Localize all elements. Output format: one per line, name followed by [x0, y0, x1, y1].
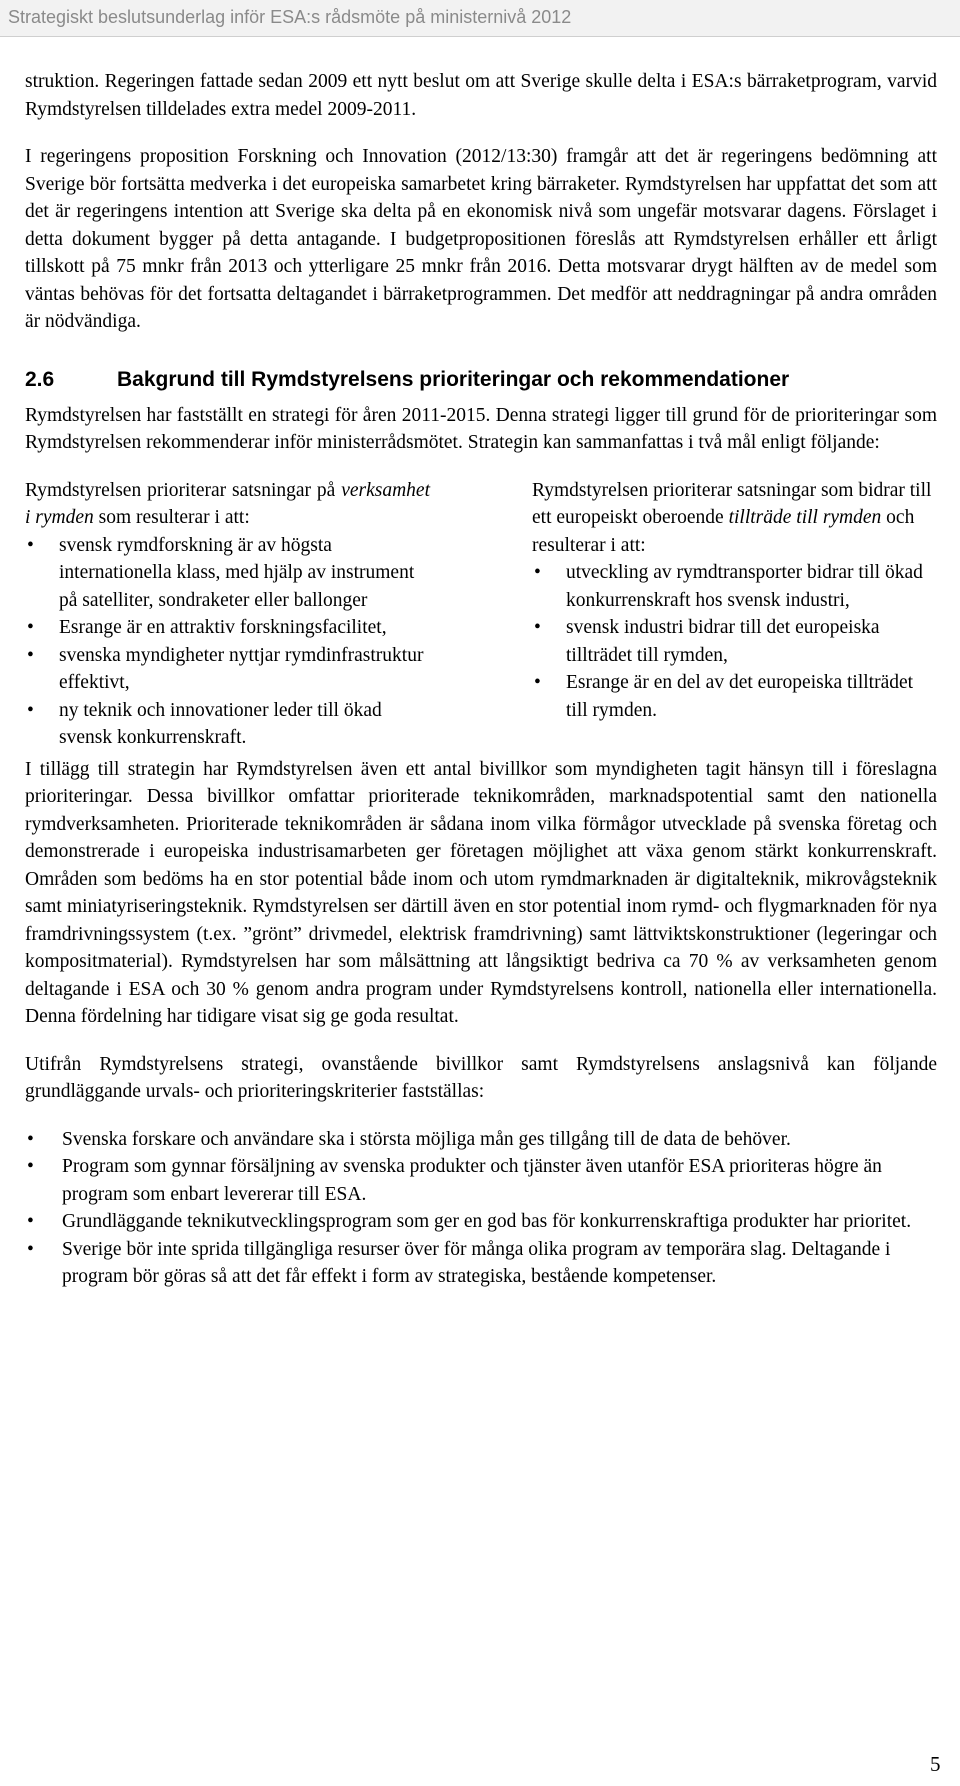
- goal-access-emphasis: tillträde till rymden: [728, 507, 882, 528]
- goal-access-intro: [532, 477, 937, 560]
- list-item-text: Grundläggande teknikutvecklingsprogram som ger en god bas för konkurrenskraftiga produkter har prioritet.: [62, 1211, 912, 1232]
- goal-activities-intro-text: Rymdstyrelsen prioriterar satsningar på: [25, 479, 342, 501]
- list-item-text: svensk industri bidrar till det europeiska tillträdet till rymden,: [566, 617, 880, 666]
- paragraph-proposition: I regeringens proposition Forskning och Innovation (2012/13:30) framgår att det är regeringens bedömning att Sverige bör fortsätta medverka i det europeiska samarbetet kring bärraketer. Rymdstyrelsen har uppfattat det som att det är regeringens intention att Sverige ska delta på en ekonomisk nivå som ungefär motsvarar dagens. Förslaget i detta dokument bygger på detta antagande. I budgetpropositionen föreslås att Rymdstyrelsen erhåller ett årligt tillskott på 75 mnkr från 2013 och ytterligare 25 mnkr från 2016. Detta motsvarar drygt hälften av de medel som väntas behövas för det fortsatta deltagandet i bärraketprogrammen. Det medför att neddragningar på andra områden är nödvändiga.: [25, 146, 937, 332]
- running-header: [0, 0, 960, 37]
- list-item-text: Sverige bör inte sprida tillgängliga resurser över för många olika program av temporära slag. Deltagande i program bör göras så att det får effekt i form av strategiska, bestående kompetenser.: [62, 1238, 891, 1287]
- goal-access-intro-text: Rymdstyrelsen prioriterar satsningar som bidrar till ett europeiskt oberoende: [532, 479, 932, 528]
- goal-activities: [25, 477, 430, 752]
- bullet-icon: •: [27, 534, 34, 556]
- goal-access-list: [532, 559, 937, 724]
- list-item: [25, 697, 430, 752]
- paragraph-criteria-intro: Utifrån Rymdstyrelsens strategi, ovanstående bivillkor samt Rymdstyrelsens anslagsnivå kan följande grundläggande urvals- och prioriteringskriterier fastställas:: [25, 1053, 937, 1102]
- bullet-icon: •: [27, 1211, 34, 1232]
- list-item-text: Esrange är en del av det europeiska tillträdet till rymden.: [566, 672, 914, 721]
- list-item: [25, 614, 430, 642]
- list-item: [532, 614, 937, 669]
- list-item-text: utveckling av rymdtransporter bidrar till ökad konkurrenskraft hos svensk industri,: [566, 562, 923, 611]
- list-item: [25, 1236, 937, 1291]
- goal-access: [532, 477, 937, 752]
- section-title: Bakgrund till Rymdstyrelsens prioriteringar och rekommendationer: [117, 367, 790, 391]
- list-item: [25, 642, 430, 697]
- bullet-icon: •: [27, 1238, 34, 1260]
- bullet-icon: •: [534, 672, 541, 693]
- section-number: 2.6: [25, 367, 55, 391]
- goal-activities-intro-end: som resulterar i att:: [93, 507, 250, 528]
- list-item: [532, 669, 937, 724]
- page-content: [25, 68, 937, 1291]
- goal-activities-intro: [25, 477, 430, 532]
- goal-access-intro-end: och resulterar i att:: [532, 507, 915, 556]
- bullet-icon: •: [27, 644, 34, 666]
- list-item-text: svensk rymdforskning är av högsta internationella klass, med hjälp av instrument på satelliter, sondraketer eller ballonger: [59, 534, 415, 611]
- list-item-text: svenska myndigheter nyttjar rymdinfrastruktur effektivt,: [59, 644, 424, 693]
- list-item-text: Esrange är en attraktiv forskningsfacilitet,: [59, 617, 387, 638]
- list-item-text: ny teknik och innovationer leder till ökad svensk konkurrenskraft.: [59, 699, 382, 748]
- strategy-goals: [25, 477, 937, 752]
- section-heading: [25, 366, 937, 394]
- section-intro: Rymdstyrelsen har fastställt en strategi för åren 2011-2015. Denna strategi ligger till grund för de prioriteringar som Rymdstyrelsen rekommenderar inför ministerrådsmötet. Strategin kan sammanfattas i två mål enligt följande:: [25, 404, 937, 453]
- list-item-text: Program som gynnar försäljning av svenska produkter och tjänster även utanför ESA prioriteras högre än program som enbart levererar till ESA.: [62, 1156, 882, 1205]
- bullet-icon: •: [27, 1128, 34, 1150]
- goal-activities-emphasis: verksamhet i rymden: [25, 479, 430, 528]
- list-item-text: Svenska forskare och användare ska i största möjliga mån ges tillgång till de data de behöver.: [62, 1128, 791, 1150]
- bullet-icon: •: [534, 562, 541, 583]
- bullet-icon: •: [27, 699, 34, 721]
- goal-activities-list: [25, 532, 430, 752]
- paragraph-continuation: struktion. Regeringen fattade sedan 2009 ett nytt beslut om att Sverige skulle delta i ESA:s bärraketprogram, varvid Rymdstyrelsen tilldelades extra medel 2009-2011.: [25, 71, 937, 120]
- list-item: [532, 559, 937, 614]
- document-title: Strategiskt beslutsunderlag inför ESA:s rådsmöte på ministernivå 2012: [8, 7, 572, 27]
- list-item: [25, 1208, 937, 1236]
- bullet-icon: •: [27, 617, 34, 638]
- list-item: [25, 1126, 937, 1154]
- list-item: [25, 1153, 937, 1208]
- bullet-icon: •: [534, 617, 541, 638]
- page-number: 5: [930, 1752, 941, 1776]
- bullet-icon: •: [27, 1156, 34, 1177]
- criteria-list: [25, 1126, 937, 1291]
- list-item: [25, 532, 430, 615]
- paragraph-constraints: I tillägg till strategin har Rymdstyrelsen även ett antal bivillkor som myndigheten tagit hänsyn till i föreslagna prioriteringar. Dessa bivillkor omfattar prioriterade teknikområden, marknadspotential samt den nationella rymdverksamheten. Prioriterade teknikområden är sådana inom vilka förmågor utvecklade på svenska företag och demonstrerade i europeiska industrisamarbeten ger företagen möjlighet att växa genom stärkt konkurrenskraft. Områden som bedöms ha en stor potential både inom och utom rymdmarknaden är digitalteknik, mikrovågsteknik samt miniatyriseringsteknik. Rymdstyrelsen ser därtill även en stor potential inom rymd- och flygmarknaden för nya framdrivningssystem (t.ex. ”grönt” drivmedel, elektrisk framdrivning) samt lättviktskonstruktioner (legeringar och kompositmaterial). Rymdstyrelsen har som målsättning att långsiktigt bedriva ca 70 % av verksamheten genom deltagande i ESA och 30 % genom andra program under Rymdstyrelsens kontroll, nationella eller internationella. Denna fördelning har tidigare visat sig ge goda resultat.: [25, 758, 937, 1027]
